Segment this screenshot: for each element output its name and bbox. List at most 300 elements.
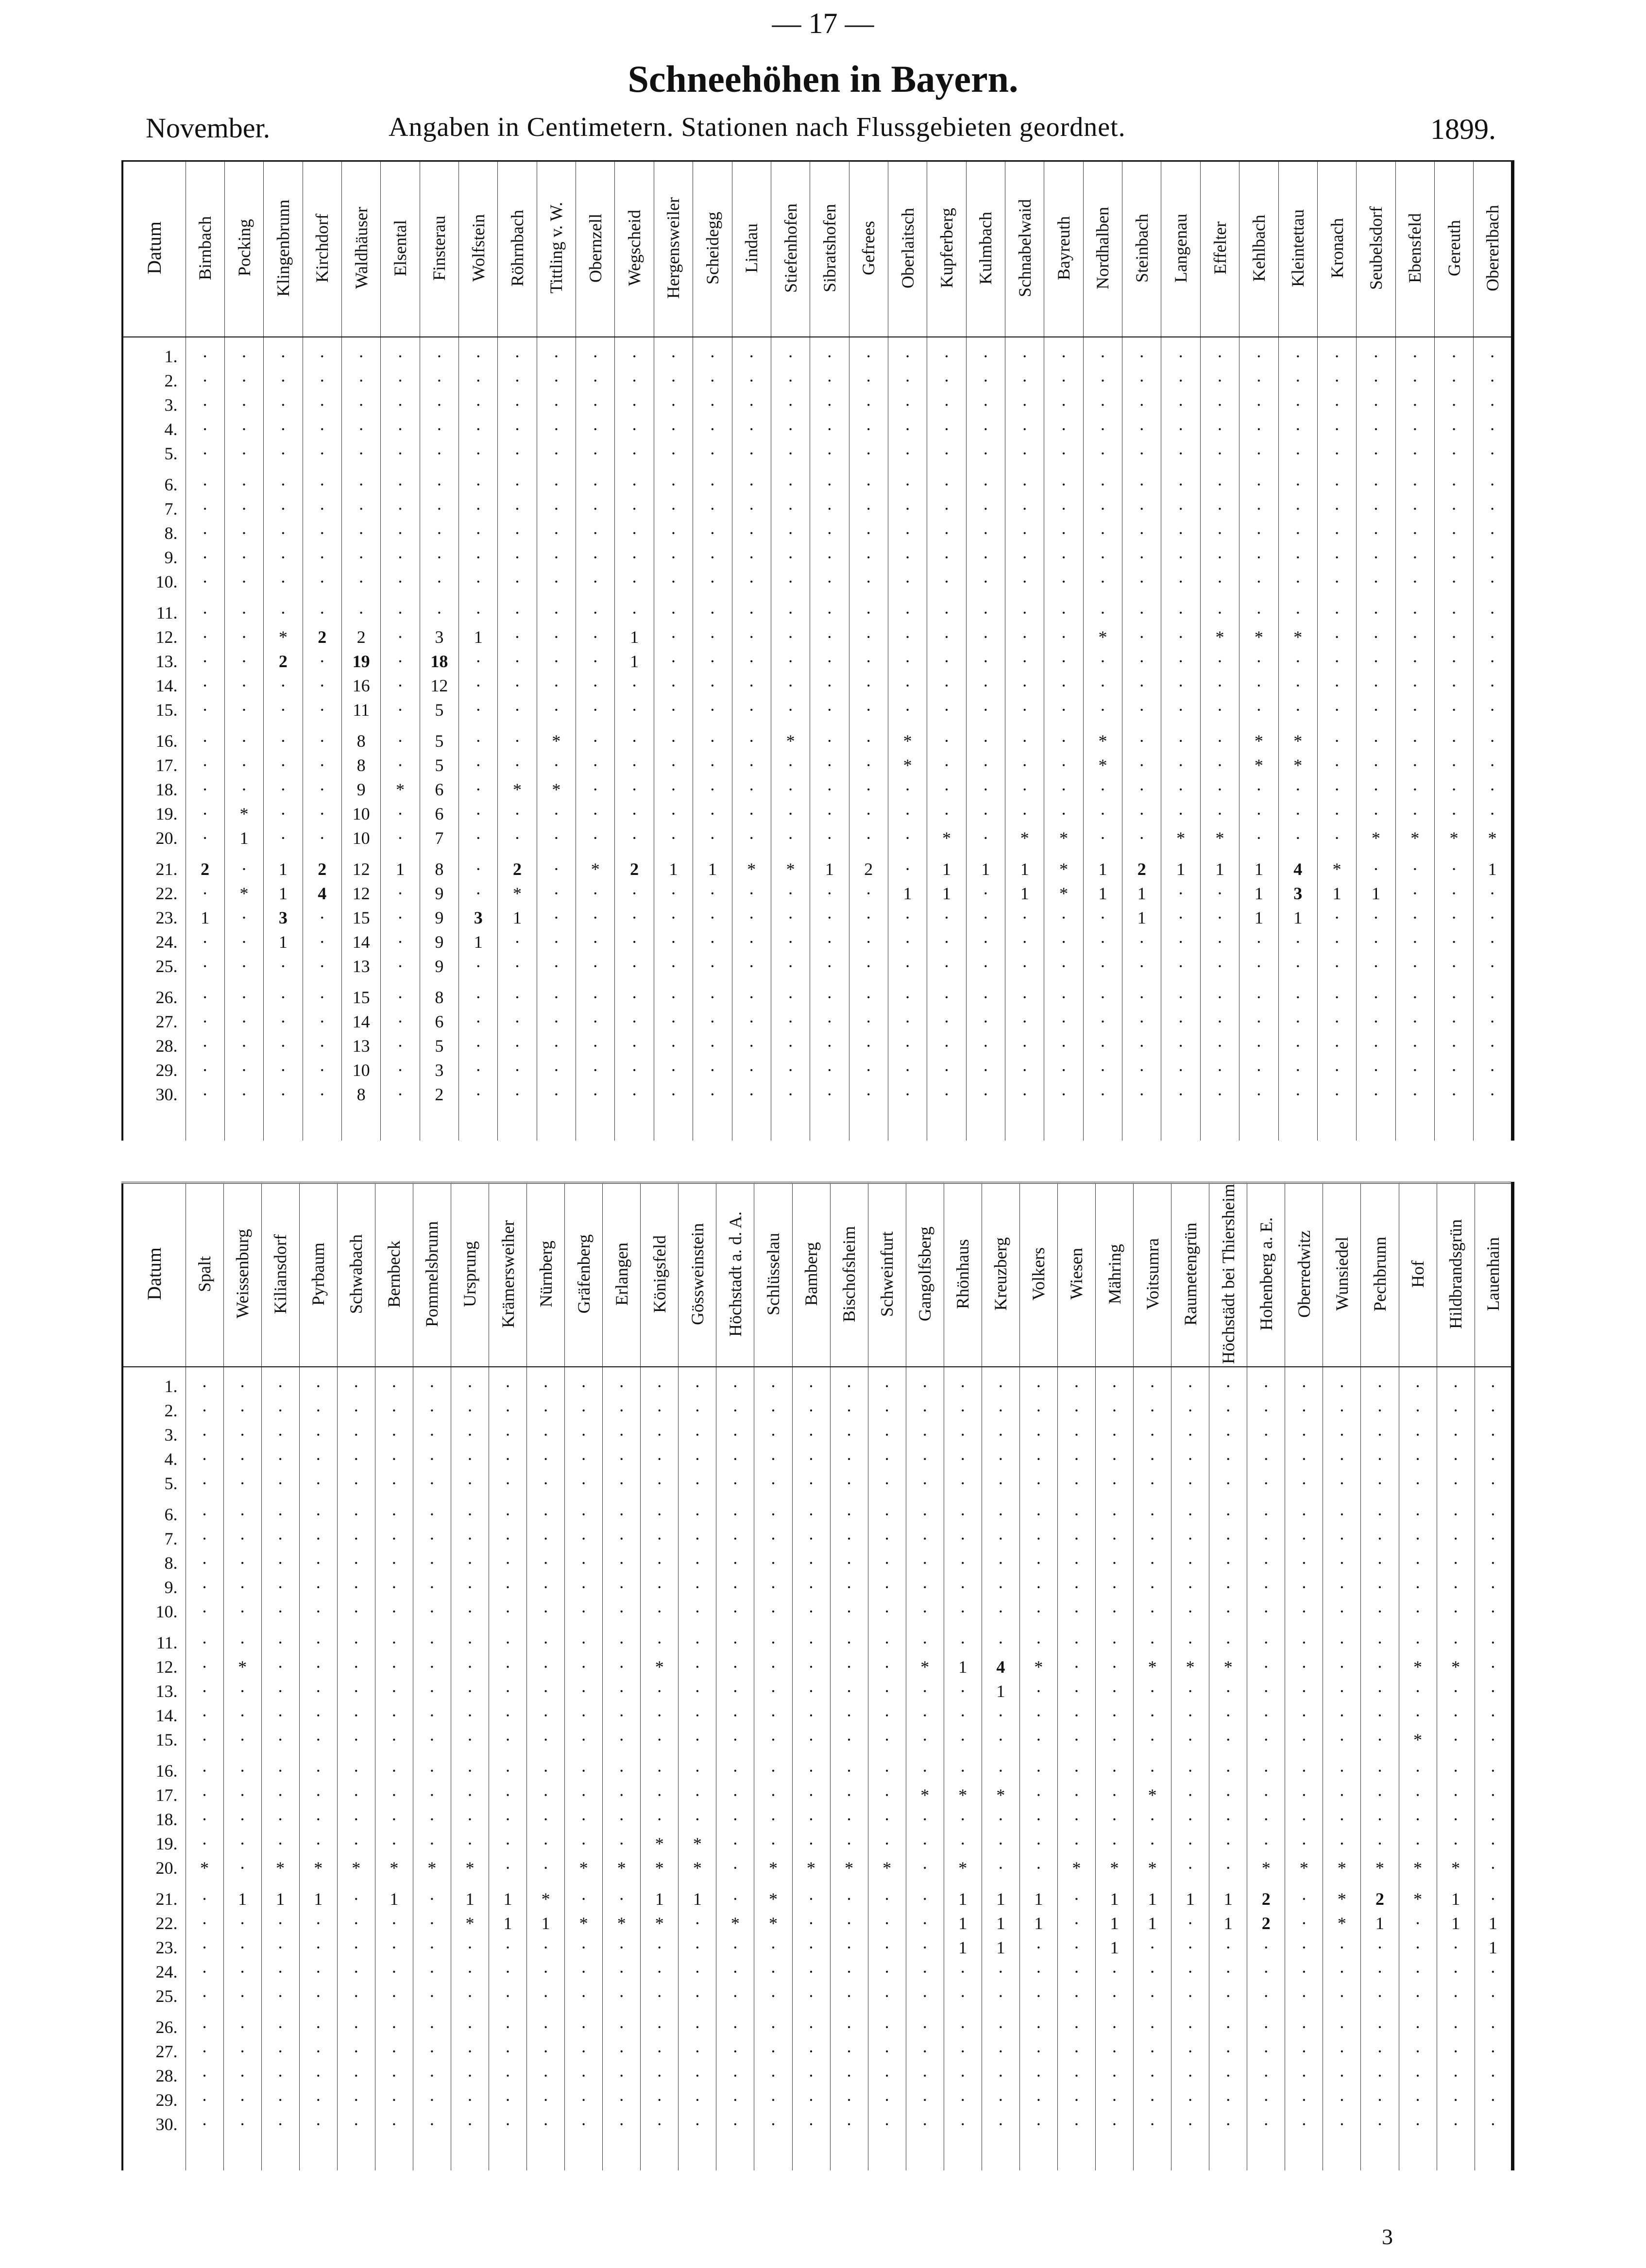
empty-cell: · [849, 906, 888, 930]
empty-cell: · [1019, 1502, 1057, 1527]
empty-cell: · [810, 906, 849, 930]
empty-cell: · [732, 393, 771, 417]
empty-cell: · [810, 802, 849, 826]
empty-cell: · [537, 698, 576, 722]
empty-cell: · [1096, 1423, 1134, 1447]
empty-cell: · [615, 472, 654, 497]
day-label: 14. [155, 1706, 178, 1726]
empty-cell: · [1399, 2039, 1437, 2064]
station-name: Scheidegg [702, 211, 722, 285]
snow-value: * [771, 729, 810, 753]
empty-cell: · [1005, 497, 1044, 521]
empty-cell: · [1083, 344, 1122, 369]
empty-cell: · [944, 1423, 982, 1447]
station-header [537, 161, 576, 337]
snow-value: 3 [264, 906, 303, 930]
table-row [122, 985, 1513, 1009]
empty-cell: · [489, 2112, 527, 2136]
snow-value: * [375, 1856, 413, 1880]
empty-cell: · [716, 1502, 754, 1527]
empty-cell: · [337, 2064, 375, 2088]
empty-cell: · [927, 985, 966, 1009]
empty-cell: · [830, 1911, 868, 1935]
empty-cell: · [615, 698, 654, 722]
empty-cell: · [303, 570, 341, 594]
empty-cell: · [906, 1374, 944, 1398]
empty-cell: · [1285, 1551, 1323, 1575]
empty-cell: · [375, 1759, 413, 1783]
empty-cell: · [982, 1630, 1019, 1655]
empty-cell: · [576, 1058, 615, 1082]
empty-cell: · [1044, 545, 1083, 570]
day-label: 20. [155, 828, 178, 848]
empty-cell: · [1005, 777, 1044, 802]
empty-cell: · [1474, 472, 1513, 497]
day-label: 16. [155, 731, 178, 751]
empty-cell: · [303, 1009, 341, 1034]
empty-cell: · [693, 1082, 732, 1107]
empty-cell: · [1161, 881, 1200, 906]
empty-cell: · [615, 729, 654, 753]
empty-cell: · [1278, 649, 1317, 673]
empty-cell: · [732, 1034, 771, 1058]
empty-cell: · [1083, 1034, 1122, 1058]
empty-cell: · [1209, 1551, 1247, 1575]
empty-cell: · [489, 1551, 527, 1575]
empty-cell: · [537, 625, 576, 649]
snow-value: * [1083, 753, 1122, 777]
empty-cell: · [716, 2064, 754, 2088]
empty-cell: · [1171, 1630, 1209, 1655]
empty-cell: · [1044, 441, 1083, 466]
day-label: 9. [164, 1578, 178, 1597]
empty-cell: · [1395, 497, 1434, 521]
empty-cell: · [1019, 1679, 1057, 1703]
empty-cell: · [1437, 1527, 1475, 1551]
empty-cell: · [716, 1630, 754, 1655]
empty-cell: · [1361, 1679, 1399, 1703]
empty-cell: · [1323, 1679, 1361, 1703]
empty-cell: · [1057, 1447, 1095, 1471]
empty-cell: · [1357, 369, 1395, 393]
table-row [122, 1960, 1513, 1984]
table-row [122, 1728, 1513, 1752]
empty-cell: · [381, 881, 420, 906]
station-header [498, 161, 537, 337]
empty-cell: · [771, 1009, 810, 1034]
empty-cell: · [754, 1374, 792, 1398]
snow-value: 11 [341, 698, 380, 722]
empty-cell: · [1044, 906, 1083, 930]
day-label: 29. [155, 2090, 178, 2110]
empty-cell: · [1122, 729, 1161, 753]
empty-cell: · [381, 673, 420, 698]
empty-cell: · [527, 1630, 565, 1655]
empty-cell: · [537, 930, 576, 954]
day-label: 27. [155, 2042, 178, 2062]
snow-value: * [1134, 1655, 1171, 1679]
snow-value: 5 [420, 1034, 458, 1058]
empty-cell: · [615, 753, 654, 777]
empty-cell: · [1317, 601, 1356, 625]
empty-cell: · [868, 1471, 906, 1495]
empty-cell: · [982, 1527, 1019, 1551]
empty-cell: · [264, 570, 303, 594]
empty-cell: · [381, 625, 420, 649]
empty-cell: · [754, 1935, 792, 1960]
day-label: 3. [164, 1425, 178, 1445]
empty-cell: · [792, 1984, 830, 2008]
empty-cell: · [1437, 1551, 1475, 1575]
station-header [1323, 1183, 1361, 1367]
empty-cell: · [654, 601, 693, 625]
station-name: Hildbrandsgrün [1446, 1219, 1466, 1329]
empty-cell: · [888, 777, 927, 802]
empty-cell: · [771, 625, 810, 649]
empty-cell: · [375, 1679, 413, 1703]
empty-cell: · [982, 1575, 1019, 1599]
empty-cell: · [565, 1398, 603, 1423]
empty-cell: · [1475, 2112, 1512, 2136]
empty-cell: · [224, 906, 263, 930]
empty-cell: · [754, 1759, 792, 1783]
empty-cell: · [771, 369, 810, 393]
empty-cell: · [1171, 2088, 1209, 2112]
empty-cell: · [1019, 1471, 1057, 1495]
empty-cell: · [792, 1807, 830, 1831]
empty-cell: · [1395, 857, 1434, 881]
empty-cell: · [1361, 1471, 1399, 1495]
snow-value: 1 [1474, 857, 1513, 881]
station-name: Ebensfeld [1405, 213, 1425, 283]
empty-cell: · [944, 1831, 982, 1856]
snow-value: * [223, 1655, 261, 1679]
empty-cell: · [1096, 1398, 1134, 1423]
empty-cell: · [1209, 1423, 1247, 1447]
empty-cell: · [489, 1423, 527, 1447]
empty-cell: · [1323, 2088, 1361, 2112]
snow-value: 12 [341, 881, 380, 906]
empty-cell: · [1134, 1423, 1171, 1447]
snow-value: * [792, 1856, 830, 1880]
empty-cell: · [1474, 729, 1513, 753]
empty-cell: · [1171, 1759, 1209, 1783]
empty-cell: · [576, 369, 615, 393]
empty-cell: · [537, 417, 576, 441]
empty-cell: · [1247, 1935, 1285, 1960]
table-row [122, 673, 1513, 698]
day-label: 21. [155, 859, 178, 879]
empty-cell: · [186, 1398, 223, 1423]
empty-cell: · [337, 2015, 375, 2039]
empty-cell: · [381, 344, 420, 369]
empty-cell: · [1019, 1984, 1057, 2008]
empty-cell: · [982, 2112, 1019, 2136]
empty-cell: · [264, 369, 303, 393]
empty-cell: · [1200, 1058, 1239, 1082]
empty-cell: · [1395, 1082, 1434, 1107]
empty-cell: · [498, 570, 537, 594]
snow-value: 13 [341, 954, 380, 978]
empty-cell: · [261, 1935, 299, 1960]
empty-cell: · [1285, 2088, 1323, 2112]
empty-cell: · [381, 417, 420, 441]
empty-cell: · [1475, 1655, 1512, 1679]
empty-cell: · [792, 1527, 830, 1551]
empty-cell: · [375, 1831, 413, 1856]
empty-cell: · [527, 1447, 565, 1471]
empty-cell: · [1044, 601, 1083, 625]
empty-cell: · [565, 1575, 603, 1599]
empty-cell: · [498, 545, 537, 570]
empty-cell: · [413, 1807, 451, 1831]
empty-cell: · [830, 2112, 868, 2136]
empty-cell: · [888, 930, 927, 954]
empty-cell: · [944, 1527, 982, 1551]
day-label: 22. [155, 1914, 178, 1933]
empty-cell: · [451, 1551, 489, 1575]
empty-cell: · [754, 1783, 792, 1807]
empty-cell: · [576, 826, 615, 850]
empty-cell: · [489, 1703, 527, 1728]
day-label: 6. [164, 475, 178, 494]
empty-cell: · [927, 1034, 966, 1058]
empty-cell: · [966, 826, 1005, 850]
snow-value: 13 [341, 1034, 380, 1058]
empty-cell: · [716, 1831, 754, 1856]
empty-cell: · [679, 1527, 716, 1551]
empty-cell: · [223, 2039, 261, 2064]
empty-cell: · [1239, 1082, 1278, 1107]
station-name: Sibratshofen [819, 203, 839, 292]
station-header [489, 1183, 527, 1367]
empty-cell: · [186, 753, 224, 777]
empty-cell: · [792, 2039, 830, 2064]
station-header [420, 161, 458, 337]
empty-cell: · [186, 881, 224, 906]
empty-cell: · [224, 441, 263, 466]
empty-cell: · [537, 393, 576, 417]
empty-cell: · [849, 881, 888, 906]
empty-cell: · [264, 521, 303, 545]
empty-cell: · [341, 472, 380, 497]
empty-cell: · [451, 1502, 489, 1527]
empty-cell: · [1122, 985, 1161, 1009]
empty-cell: · [1134, 1447, 1171, 1471]
empty-cell: · [1317, 777, 1356, 802]
empty-cell: · [498, 1034, 537, 1058]
day-label: 25. [155, 957, 178, 976]
snow-value: * [1083, 625, 1122, 649]
empty-cell: · [1019, 1831, 1057, 1856]
empty-cell: · [641, 1679, 679, 1703]
empty-cell: · [641, 2015, 679, 2039]
empty-cell: · [1122, 344, 1161, 369]
empty-cell: · [1323, 1807, 1361, 1831]
empty-cell: · [375, 1807, 413, 1831]
empty-cell: · [1096, 2039, 1134, 2064]
empty-cell: · [1278, 802, 1317, 826]
empty-cell: · [576, 673, 615, 698]
empty-cell: · [223, 1575, 261, 1599]
empty-cell: · [1435, 930, 1474, 954]
snow-value: 2 [264, 649, 303, 673]
empty-cell: · [1395, 881, 1434, 906]
snow-value: * [381, 777, 420, 802]
empty-cell: · [966, 521, 1005, 545]
empty-cell: · [1399, 1703, 1437, 1728]
empty-cell: · [1399, 1831, 1437, 1856]
empty-cell: · [982, 1551, 1019, 1575]
day-label: 25. [155, 1986, 178, 2006]
empty-cell: · [489, 1783, 527, 1807]
empty-cell: · [693, 826, 732, 850]
empty-cell: · [615, 954, 654, 978]
empty-cell: · [1161, 521, 1200, 545]
snow-value: * [1361, 1856, 1399, 1880]
empty-cell: · [1209, 1728, 1247, 1752]
empty-cell: · [576, 441, 615, 466]
empty-cell: · [1395, 441, 1434, 466]
empty-cell: · [1019, 1783, 1057, 1807]
snow-value: 1 [927, 881, 966, 906]
empty-cell: · [1200, 441, 1239, 466]
empty-cell: · [1435, 1034, 1474, 1058]
empty-cell: · [261, 1679, 299, 1703]
empty-cell: · [693, 417, 732, 441]
empty-cell: · [1317, 985, 1356, 1009]
empty-cell: · [679, 1703, 716, 1728]
empty-cell: · [341, 497, 380, 521]
station-header [186, 1183, 223, 1367]
station-header [868, 1183, 906, 1367]
station-name: Wegscheid [625, 209, 645, 286]
day-label: 9. [164, 548, 178, 567]
snow-value: 1 [1357, 881, 1395, 906]
empty-cell: · [303, 777, 341, 802]
empty-cell: · [693, 393, 732, 417]
snow-value: * [1399, 1856, 1437, 1880]
empty-cell: · [641, 1960, 679, 1984]
empty-cell: · [264, 802, 303, 826]
empty-cell: · [868, 1703, 906, 1728]
empty-cell: · [771, 1082, 810, 1107]
empty-cell: · [299, 2039, 337, 2064]
empty-cell: · [830, 1447, 868, 1471]
table-row [122, 2015, 1513, 2039]
snow-value: * [830, 1856, 868, 1880]
empty-cell: · [1435, 601, 1474, 625]
empty-cell: · [451, 1471, 489, 1495]
empty-cell: · [1474, 1034, 1513, 1058]
empty-cell: · [1361, 1807, 1399, 1831]
empty-cell: · [527, 1728, 565, 1752]
snow-value: * [1435, 826, 1474, 850]
empty-cell: · [381, 601, 420, 625]
empty-cell: · [693, 985, 732, 1009]
empty-cell: · [944, 2039, 982, 2064]
day-label: 1. [164, 347, 178, 366]
empty-cell: · [810, 729, 849, 753]
empty-cell: · [498, 344, 537, 369]
snow-value: 1 [498, 906, 537, 930]
snow-value: * [1323, 1887, 1361, 1911]
empty-cell: · [849, 1082, 888, 1107]
station-name: Weissenburg [233, 1229, 253, 1319]
empty-cell: · [527, 1599, 565, 1624]
empty-cell: · [1122, 826, 1161, 850]
empty-cell: · [1247, 1831, 1285, 1856]
empty-cell: · [1005, 625, 1044, 649]
empty-cell: · [1209, 1703, 1247, 1728]
empty-cell: · [1475, 1831, 1512, 1856]
empty-cell: · [261, 2015, 299, 2039]
empty-cell: · [1134, 1471, 1171, 1495]
empty-cell: · [381, 545, 420, 570]
empty-cell: · [716, 1447, 754, 1471]
empty-cell: · [754, 1984, 792, 2008]
empty-cell: · [459, 802, 498, 826]
station-header [1317, 161, 1356, 337]
empty-cell: · [1474, 753, 1513, 777]
empty-cell: · [527, 1551, 565, 1575]
empty-cell: · [489, 1655, 527, 1679]
empty-cell: · [944, 1703, 982, 1728]
station-header [1399, 1183, 1437, 1367]
empty-cell: · [537, 570, 576, 594]
empty-cell: · [1134, 1551, 1171, 1575]
snow-value: 1 [982, 1935, 1019, 1960]
empty-cell: · [754, 1551, 792, 1575]
empty-cell: · [679, 2015, 716, 2039]
empty-cell: · [537, 857, 576, 881]
empty-cell: · [1044, 472, 1083, 497]
empty-cell: · [906, 1703, 944, 1728]
table-row [122, 1599, 1513, 1624]
empty-cell: · [489, 1935, 527, 1960]
empty-cell: · [1357, 601, 1395, 625]
snow-value: 1 [1239, 906, 1278, 930]
empty-cell: · [381, 826, 420, 850]
empty-cell: · [1475, 1471, 1512, 1495]
empty-cell: · [186, 1423, 223, 1447]
empty-cell: · [849, 545, 888, 570]
empty-cell: · [498, 393, 537, 417]
empty-cell: · [732, 570, 771, 594]
empty-cell: · [927, 1009, 966, 1034]
empty-cell: · [1474, 985, 1513, 1009]
empty-cell: · [927, 673, 966, 698]
subtitle: Angaben in Centimetern. Stationen nach Flussgebieten geordnet. [389, 112, 1126, 142]
empty-cell: · [1005, 570, 1044, 594]
empty-cell: · [1474, 1009, 1513, 1034]
snow-value: 1 [381, 857, 420, 881]
empty-cell: · [810, 521, 849, 545]
empty-cell: · [459, 545, 498, 570]
empty-cell: · [792, 1703, 830, 1728]
snow-value: 1 [489, 1887, 527, 1911]
empty-cell: · [565, 2064, 603, 2088]
empty-cell: · [1096, 1374, 1134, 1398]
empty-cell: · [1399, 1935, 1437, 1960]
empty-cell: · [1475, 1502, 1512, 1527]
empty-cell: · [830, 1630, 868, 1655]
empty-cell: · [1083, 1009, 1122, 1034]
empty-cell: · [337, 1423, 375, 1447]
snow-value: 4 [982, 1655, 1019, 1679]
empty-cell: · [1475, 1599, 1512, 1624]
empty-cell: · [186, 985, 224, 1009]
